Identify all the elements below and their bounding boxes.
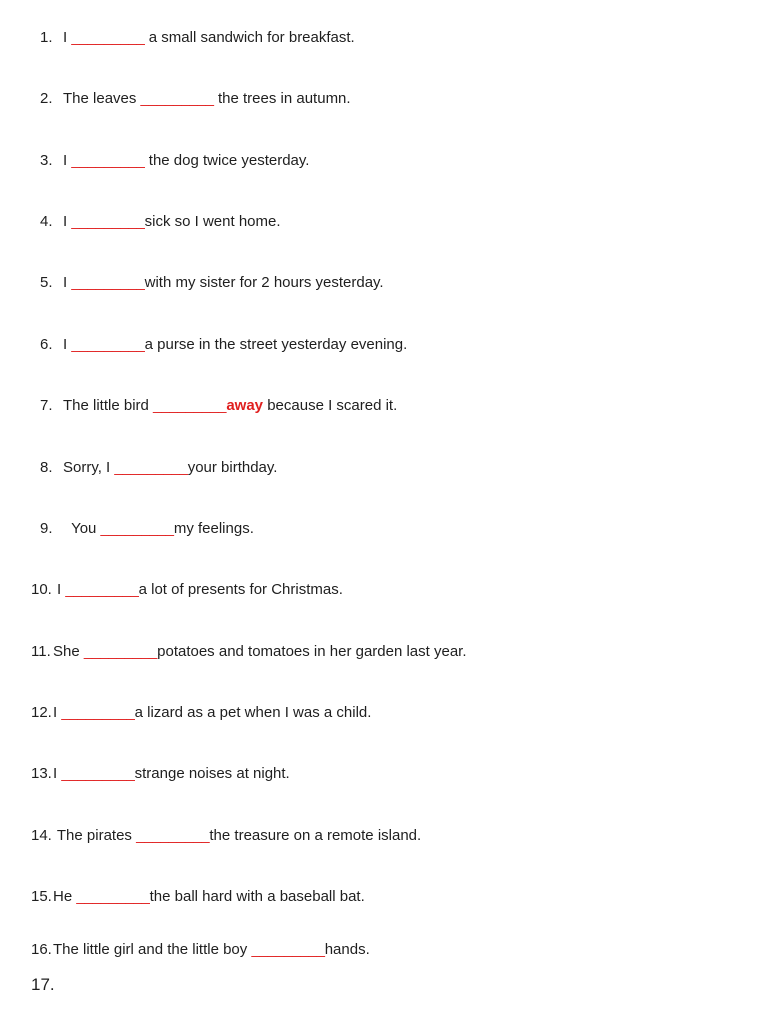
question-text-before: I: [63, 152, 72, 169]
answer-blank[interactable]: _________: [61, 704, 135, 721]
question-number: 14.: [31, 827, 52, 844]
question-text-after: the dog twice yesterday.: [144, 152, 310, 169]
question-text-after: because I scared it.: [263, 397, 398, 414]
question-text-after: your birthday.: [187, 459, 278, 476]
question-number: 4.: [40, 213, 53, 230]
question-11: [31, 643, 467, 661]
question-13: [31, 765, 290, 783]
question-number: 16.: [31, 941, 52, 958]
question-number: 6.: [40, 336, 53, 353]
question-text-after: strange noises at night.: [134, 765, 290, 782]
answer-blank[interactable]: _________: [140, 90, 214, 107]
question-text-after: the treasure on a remote island.: [209, 827, 422, 844]
answer-blank[interactable]: _________: [100, 520, 174, 537]
answer-blank[interactable]: _________: [153, 397, 227, 414]
answer-blank[interactable]: _________: [83, 643, 158, 660]
answer-blank[interactable]: _________: [114, 459, 188, 476]
answer-blank[interactable]: _________: [71, 29, 145, 46]
answer-blank[interactable]: _________: [71, 152, 145, 169]
question-5: [40, 274, 384, 292]
question-text-before: You: [63, 520, 101, 537]
question-text-after: hands.: [324, 941, 370, 958]
question-text-before: I: [57, 581, 66, 598]
question-number: 13.: [31, 765, 52, 782]
question-16: [31, 941, 370, 959]
question-text-after: a purse in the street yesterday evening.: [144, 336, 408, 353]
question-14: [31, 827, 421, 845]
question-3: [40, 152, 309, 170]
question-number: 7.: [40, 397, 53, 414]
question-text-before: The little bird: [63, 397, 154, 414]
answer-blank[interactable]: _________: [71, 213, 145, 230]
question-text-after: the ball hard with a baseball bat.: [149, 888, 365, 905]
highlighted-word: away: [226, 397, 264, 414]
answer-blank[interactable]: _________: [251, 941, 325, 958]
question-6: [40, 336, 407, 354]
answer-blank[interactable]: _________: [136, 827, 210, 844]
question-number: 12.: [31, 704, 52, 721]
answer-blank[interactable]: _________: [65, 581, 139, 598]
question-number: 2.: [40, 90, 53, 107]
question-text-after: my feelings.: [173, 520, 254, 537]
question-text-before: I: [53, 704, 62, 721]
question-1: [40, 29, 355, 47]
question-text-after: a lot of presents for Christmas.: [138, 581, 343, 598]
question-text-after: sick so I went home.: [144, 213, 281, 230]
question-text-before: The pirates: [53, 827, 137, 844]
question-number: 5.: [40, 274, 53, 291]
question-text-before: She: [53, 643, 84, 660]
question-number: 15.: [31, 888, 52, 905]
answer-blank[interactable]: _________: [71, 274, 145, 291]
question-number: 11.: [31, 643, 51, 660]
question-15: [31, 888, 365, 906]
question-2: [40, 90, 351, 108]
question-17-number: 17.: [31, 975, 55, 994]
question-text-before: I: [53, 765, 62, 782]
question-7: [40, 397, 397, 415]
question-text-before: I: [63, 29, 72, 46]
question-text-after: potatoes and tomatoes in her garden last year.: [157, 643, 467, 660]
question-text-after: a lizard as a pet when I was a child.: [134, 704, 372, 721]
answer-blank[interactable]: _________: [71, 336, 145, 353]
answer-blank[interactable]: _________: [61, 765, 135, 782]
question-12: [31, 704, 371, 722]
question-8: [40, 459, 277, 477]
question-text-before: I: [63, 274, 72, 291]
question-text-before: The little girl and the little boy: [53, 941, 252, 958]
question-text-before: The leaves: [63, 90, 141, 107]
question-number: 3.: [40, 152, 53, 169]
question-text-after: a small sandwich for breakfast.: [144, 29, 355, 46]
question-4: [40, 213, 281, 231]
question-number: 9.: [40, 520, 53, 537]
question-number: 8.: [40, 459, 53, 476]
question-10: [31, 581, 343, 599]
question-text-before: Sorry, I: [63, 459, 115, 476]
question-text-before: I: [63, 213, 72, 230]
question-text-after: with my sister for 2 hours yesterday.: [144, 274, 384, 291]
question-number: 1.: [40, 29, 53, 46]
question-text-before: He: [53, 888, 77, 905]
question-text-after: the trees in autumn.: [213, 90, 351, 107]
question-number: 10.: [31, 581, 52, 598]
question-9: [40, 520, 254, 538]
question-text-before: I: [63, 336, 72, 353]
answer-blank[interactable]: _________: [76, 888, 150, 905]
